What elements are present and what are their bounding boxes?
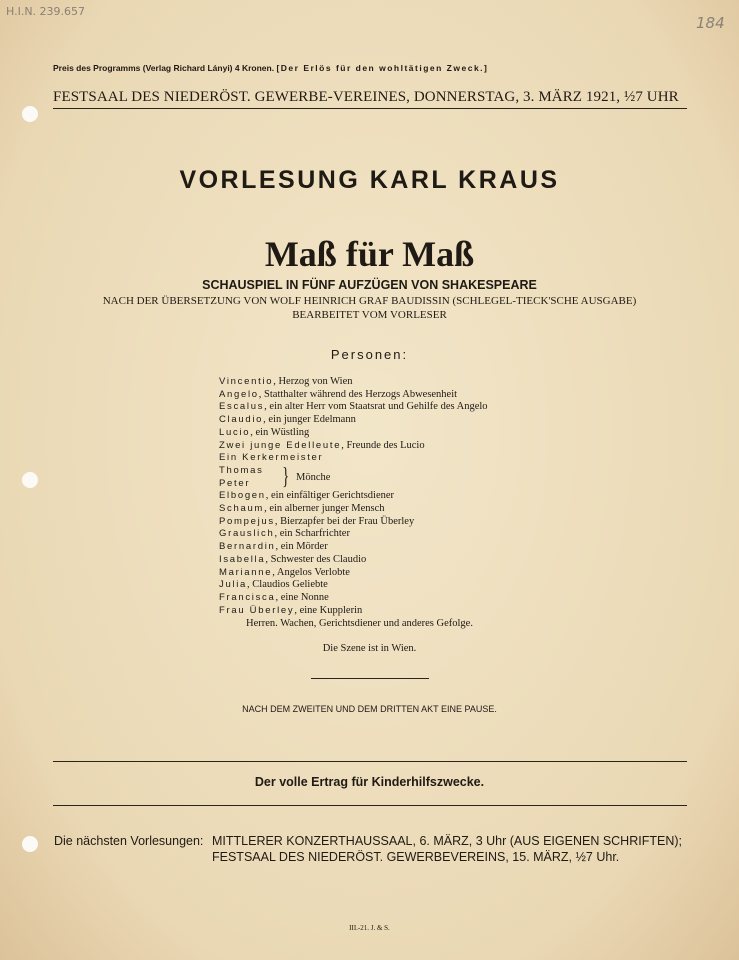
role-name: Elbogen	[219, 490, 266, 502]
price-line	[53, 63, 488, 73]
role-name: Julia	[219, 579, 248, 591]
role-name: Bernardin	[219, 541, 276, 553]
cast-heading: Personen:	[330, 347, 409, 362]
cast-role	[219, 567, 350, 578]
upcoming-date-2: FESTSAAL DES NIEDERÖST. GEWERBEVEREINS, 15. MÄRZ, ½7 Uhr.	[212, 850, 620, 864]
role-name: Marianne	[219, 566, 273, 578]
role-name: Escalus	[219, 401, 265, 413]
role-description: , eine Nonne	[275, 591, 329, 603]
extras-line: Herren. Wachen, Gerichtsdiener und anderes Gefolge.	[246, 618, 473, 629]
cast-role	[219, 376, 353, 387]
cast-role	[219, 452, 323, 463]
role-name: Ein Kerkermeister	[219, 452, 324, 464]
cast-role	[219, 465, 264, 476]
role-name: Isabella	[219, 553, 266, 565]
short-divider	[311, 678, 429, 679]
role-name: Vincentio	[219, 376, 274, 387]
role-description: , ein alberner junger Mensch	[264, 503, 385, 514]
cast-role	[219, 478, 250, 489]
cast-role	[219, 592, 329, 603]
play-title: Maß für Maß	[264, 234, 475, 274]
cast-role	[219, 579, 328, 590]
cast-role	[219, 389, 457, 400]
role-name: Lucio	[219, 426, 251, 438]
role-description: , Schwester des Claudio	[265, 553, 367, 565]
upcoming-date-1: MITTLERER KONZERTHAUSSAAL, 6. MÄRZ, 3 Uhr (AUS EIGENEN SCHRIFTEN);	[212, 834, 682, 848]
role-name: Francisca	[219, 591, 276, 603]
pause-note: NACH DEM ZWEITEN UND DEM DRITTEN AKT EINE PAUSE.	[242, 704, 497, 714]
role-description: , ein einfältiger Gerichtsdiener	[265, 490, 395, 502]
divider	[53, 108, 687, 109]
cast-role	[219, 427, 309, 438]
role-name: Angelo	[219, 388, 259, 400]
role-name: Thomas	[219, 464, 264, 476]
punch-hole	[22, 106, 38, 122]
role-description: , ein junger Edelmann	[263, 414, 356, 426]
cast-role	[219, 516, 414, 527]
cast-role	[219, 414, 356, 425]
charity-note: Der volle Ertrag für Kinderhilfszwecke.	[254, 775, 485, 789]
divider	[53, 761, 687, 762]
role-description: , ein Wüstling	[250, 426, 310, 438]
divider	[53, 805, 687, 806]
inventory-mark: H.I.N. 239.657	[6, 5, 86, 18]
role-description: , Freunde des Lucio	[341, 439, 425, 451]
event-title: VORLESUNG KARL KRAUS	[179, 166, 560, 194]
role-description: , Bierzapfer bei der Frau Überley	[274, 515, 415, 527]
role-name: Schaum	[219, 503, 265, 514]
upcoming-label: Die nächsten Vorlesungen:	[54, 834, 204, 848]
cast-role	[219, 401, 488, 412]
page-number: 184	[696, 14, 725, 32]
role-description: , ein Mörder	[275, 541, 328, 553]
cast-role	[219, 503, 384, 514]
cast-role	[219, 490, 394, 501]
cast-role	[219, 541, 328, 552]
venue-line: FESTSAAL DES NIEDERÖST. GEWERBE-VEREINES, DONNERSTAG, 3. MÄRZ 1921, ½7 UHR	[53, 89, 679, 105]
role-name: Frau Überley	[219, 604, 295, 616]
punch-hole	[22, 472, 38, 488]
cast-role	[219, 554, 366, 565]
cast-role	[219, 528, 350, 539]
role-description: , eine Kupplerin	[294, 604, 363, 616]
role-description: , Statthalter während des Herzogs Abwesenheit	[258, 388, 458, 400]
role-description: , Claudios Geliebte	[247, 579, 328, 591]
scene-line: Die Szene ist in Wien.	[322, 643, 417, 654]
cast-role	[219, 605, 362, 616]
role-name: Zwei junge Edelleute	[219, 439, 342, 451]
price-text: Preis des Programms (Verlag Richard Lányi) 4 Kronen.	[53, 63, 275, 73]
role-name: Claudio	[219, 414, 264, 426]
role-name: Pompejus	[219, 515, 275, 527]
role-description: , Herzog von Wien	[273, 376, 353, 387]
role-description: , ein Scharfrichter	[274, 528, 350, 540]
role-name: Peter	[219, 477, 251, 489]
role-description: , ein alter Herr vom Staatsrat und Gehilfe des Angelo	[264, 401, 488, 413]
brace: }	[282, 464, 290, 490]
monks-label: Mönche	[296, 472, 331, 483]
cast-role	[219, 440, 425, 451]
punch-hole	[22, 836, 38, 852]
role-name: Grauslich	[219, 528, 275, 540]
printer-mark: III.-21. J. & S.	[349, 924, 390, 932]
adaptation-note: BEARBEITET VOM VORLESER	[292, 309, 447, 321]
proceeds-text: [Der Erlös für den wohltätigen Zweck.]	[276, 63, 489, 73]
translation-note: NACH DER ÜBERSETZUNG VON WOLF HEINRICH GRAF BAUDISSIN (SCHLEGEL-TIECK'SCHE AUSGABE)	[102, 295, 637, 307]
role-description: , Angelos Verlobte	[272, 566, 350, 578]
play-subtitle: SCHAUSPIEL IN FÜNF AUFZÜGEN VON SHAKESPEARE	[202, 278, 537, 292]
upcoming-line-1	[54, 834, 682, 848]
